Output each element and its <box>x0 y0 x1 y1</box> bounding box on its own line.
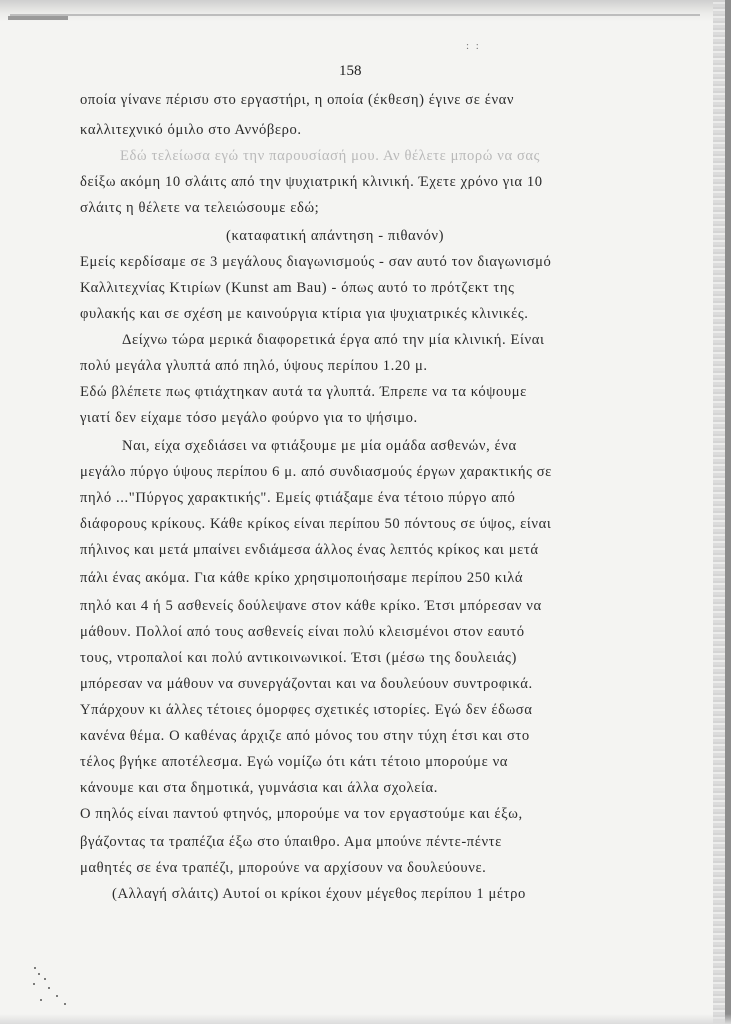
text-line: πολύ μεγάλα γλυπτά από πηλό, ύψους περίπου 1.20 μ. <box>80 358 428 374</box>
text-line: γιατί δεν είχαμε τόσο μεγάλο φούρνο για το ψήσιμο. <box>80 410 418 426</box>
text-line: πάλι ένας ακόμα. Για κάθε κρίκο χρησιμοποιήσαμε περίπου 250 κιλά <box>80 570 524 586</box>
text-line: Υπάρχουν κι άλλες τέτοιες όμορφες σχετικές ιστορίες. Εγώ δεν έδωσα <box>80 702 533 718</box>
text-line: πήλινος και μετά μπαίνει ενδιάμεσα άλλος ένας λεπτός κρίκος και μετά <box>80 542 539 558</box>
scan-top-edge <box>0 0 731 22</box>
top-mark: : : <box>466 40 481 52</box>
text-line: μάθουν. Πολλοί από τους ασθενείς είναι πολύ κλεισμένοι στον εαυτό <box>80 624 525 640</box>
text-line-centered: (καταφατική απάντηση - πιθανόν) <box>226 228 445 244</box>
text-line: διάφορους κρίκους. Κάθε κρίκος είναι περίπου 50 πόντους σε ύψος, είναι <box>80 516 552 532</box>
text-line: τέλος βγήκε αποτέλεσμα. Εγώ νομίζω ότι κάτι τέτοιο μπορούμε να <box>80 754 509 770</box>
text-line: Εδώ βλέπετε πως φτιάχτηκαν αυτά τα γλυπτά. Έπρεπε να τα κόψουμε <box>80 384 527 400</box>
text-line: Ναι, είχα σχεδιάσει να φτιάξουμε με μία ομάδα ασθενών, ένα <box>122 438 517 454</box>
text-line: μαθητές σε ένα τραπέζι, μπορούνε να αρχίσουν να δουλεύουνε. <box>80 860 487 876</box>
text-line: καλλιτεχνικό όμιλο στο Αννόβερο. <box>80 122 302 138</box>
text-line: τους, ντροπαλοί και πολύ αντικοινωνικοί. Έτσι (μέσω της δουλειάς) <box>80 650 517 666</box>
text-line: πηλό και 4 ή 5 ασθενείς δούλεψανε στον κάθε κρίκο. Έτσι μπόρεσαν να <box>80 598 542 614</box>
text-line: Δείχνω τώρα μερικά διαφορετικά έργα από την μία κλινική. Είναι <box>122 332 545 348</box>
text-line: πηλό ..."Πύργος χαρακτικής". Εμείς φτιάξαμε ένα τέτοιο πύργο από <box>80 490 516 506</box>
faded-text-line: Εδώ τελείωσα εγώ την παρουσίασή μου. Αν θέλετε μπορώ να σας <box>120 148 541 164</box>
scan-right-border <box>725 0 731 1024</box>
text-line: σλάιτς η θέλετε να τελειώσουμε εδώ; <box>80 200 320 216</box>
text-line: (Αλλαγή σλάιτς) Αυτοί οι κρίκοι έχουν μέγεθος περίπου 1 μέτρο <box>112 886 526 902</box>
text-line: Εμείς κερδίσαμε σε 3 μεγάλους διαγωνισμούς - σαν αυτό τον διαγωνισμό <box>80 254 552 270</box>
text-line: οποία γίνανε πέρισυ στο εργαστήρι, η οποία (έκθεση) έγινε σε έναν <box>80 92 515 108</box>
page-number: 158 <box>339 63 362 79</box>
scan-top-line <box>10 14 700 16</box>
text-line: μπόρεσαν να μάθουν να συνεργάζονται και να δουλεύουν συντροφικά. <box>80 676 533 692</box>
text-line: δείξω ακόμη 10 σλάιτς από την ψυχιατρική κλινική. Έχετε χρόνο για 10 <box>80 174 543 190</box>
scan-specks <box>30 965 90 1010</box>
text-line: Καλλιτεχνίας Κτιρίων (Kunst am Bau) - όπως αυτό το πρότζεκτ της <box>80 280 515 296</box>
text-line: φυλακής και σε σχέση με καινούργια κτίρια για ψυχιατρικές κλινικές. <box>80 306 529 322</box>
text-line: μεγάλο πύργο ύψους περίπου 6 μ. από συνδιασμούς έργων χαρακτικής σε <box>80 464 552 480</box>
text-line: βγάζοντας τα τραπέζια έξω στο ύπαιθρο. Αμα μπούνε πέντε-πέντε <box>80 834 502 850</box>
text-line: κανένα θέμα. Ο καθένας άρχιζε από μόνος του στην τύχη έτσι και στο <box>80 728 530 744</box>
text-line: Ο πηλός είναι παντού φτηνός, μπορούμε να τον εργαστούμε και έξω, <box>80 806 523 822</box>
scan-bottom-edge <box>0 1014 731 1024</box>
text-line: κάνουμε και στα δημοτικά, γυμνάσια και άλλα σχολεία. <box>80 780 438 796</box>
scan-corner-mark <box>8 16 68 20</box>
